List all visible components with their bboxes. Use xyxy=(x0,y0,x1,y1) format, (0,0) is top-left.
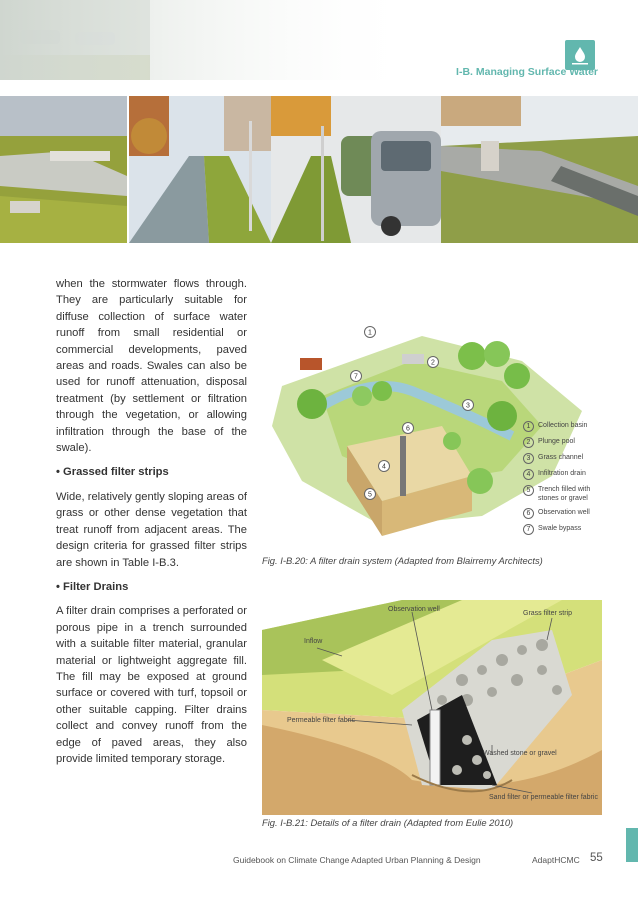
svg-text:5: 5 xyxy=(368,491,372,499)
figure2-caption: Fig. I-B.21: Details of a filter drain (Adapted from Eulie 2010) xyxy=(262,817,514,828)
footer-guidebook-title: Guidebook on Climate Change Adapted Urban Planning & Design xyxy=(233,855,481,865)
footer-org: AdaptHCMC xyxy=(532,855,580,865)
label-observation-well: Observation well xyxy=(388,606,440,613)
photo-parked-cars xyxy=(271,96,441,243)
section-title: I-B. Managing Surface Water xyxy=(456,66,598,78)
label-inflow: Inflow xyxy=(304,638,323,645)
label-sand-filter: Sand filter or permeable filter fabric xyxy=(489,794,598,801)
header-street-photo xyxy=(0,0,420,80)
legend-item: 6 Observation well xyxy=(523,508,593,519)
figure1-caption: Fig. I-B.20: A filter drain system (Adapted from Blairremy Architects) xyxy=(262,555,543,566)
body-column xyxy=(56,276,247,775)
svg-text:4: 4 xyxy=(382,463,386,471)
photo-swale-street xyxy=(129,96,271,243)
page-number: 55 xyxy=(590,852,603,864)
legend-item: 5 Trench filled with stones or gravel xyxy=(523,485,593,503)
legend-item: 4 Infiltration drain xyxy=(523,469,593,480)
paragraph-swales: when the stormwater flows through. They are particularly suitable for diffuse collection of surface water runoff from small residential or commercial developments, paved areas and roads. Swales can also be used for runoff attenuation, disposal treatment (by settlement or filtration through the vegetation, or allowing infiltration through the base of the swale). xyxy=(56,278,247,455)
photo-swale-grass xyxy=(0,96,127,243)
legend-item: 1 Collection basin xyxy=(523,421,593,432)
svg-text:7: 7 xyxy=(354,373,358,381)
svg-text:6: 6 xyxy=(406,425,410,433)
svg-text:3: 3 xyxy=(466,402,470,410)
label-grass-filter-strip: Grass filter strip xyxy=(523,610,573,617)
side-tab-marker xyxy=(626,828,638,862)
figure-filter-drain-detail xyxy=(262,600,602,815)
heading-filter-drains: • Filter Drains xyxy=(56,580,129,593)
figure1-legend xyxy=(523,421,593,540)
paragraph-filter-drains: A filter drain comprises a perforated or porous pipe in a trench surrounded with a suitable filter material, granular material or lightweight aggregate fill. The fill may be exposed at ground surface or covered with turf, topsoil or other suitable capping. Filter drains collect and convey runoff from the edge of paved areas, they also provide limited temporary storage. xyxy=(56,605,247,765)
heading-grassed-filter-strips: • Grassed filter strips xyxy=(56,466,169,479)
svg-text:2: 2 xyxy=(431,359,435,367)
label-washed-stone: Washed stone or gravel xyxy=(483,750,557,757)
label-permeable-filter-fabric: Permeable filter fabric xyxy=(287,717,356,724)
legend-item: 7 Swale bypass xyxy=(523,524,593,535)
svg-text:1: 1 xyxy=(368,329,372,337)
photo-swale-parking xyxy=(441,96,638,243)
legend-item: 3 Grass channel xyxy=(523,453,593,464)
paragraph-filter-strips: Wide, relatively gently sloping areas of grass or other dense vegetation that treat runoff from adjacent areas. The design criteria for grassed filter strips are shown in Table I-B.3. xyxy=(56,490,247,569)
legend-item: 2 Plunge pool xyxy=(523,437,593,448)
